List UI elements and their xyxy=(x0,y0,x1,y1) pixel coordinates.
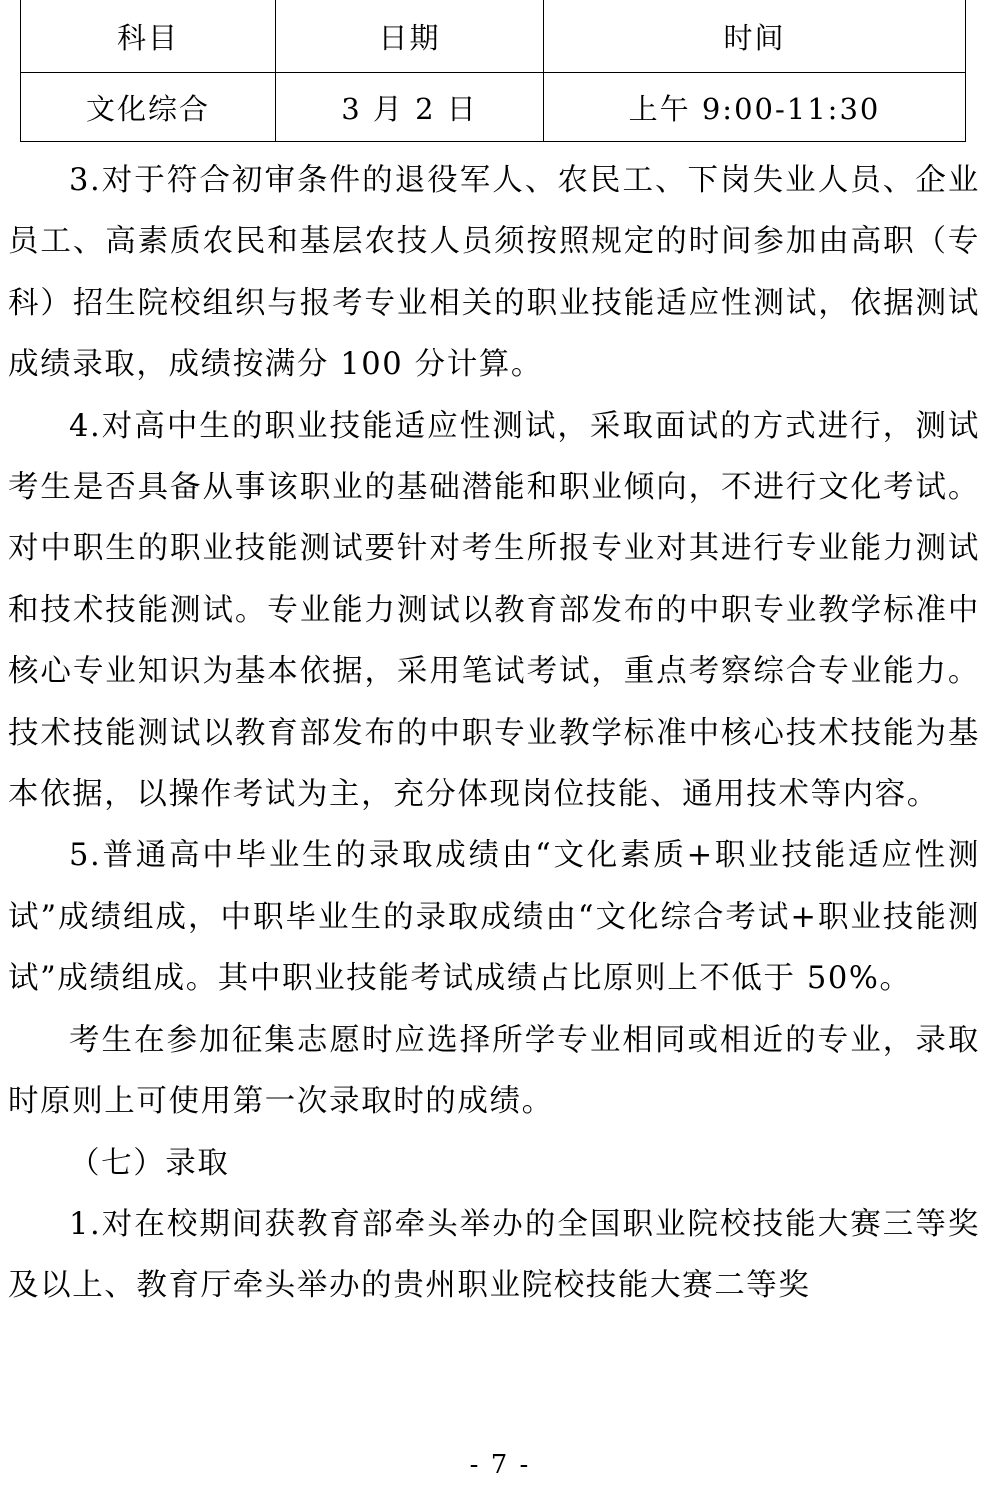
table-cell-date: 3 月 2 日 xyxy=(276,73,544,142)
page-number: - 7 - xyxy=(469,1450,531,1480)
body-text xyxy=(8,150,980,1317)
paragraph-item-3: 3.对于符合初审条件的退役军人、农民工、下岗失业人员、企业员工、高素质农民和基层农技人员须按照规定的时间参加由高职（专科）招生院校组织与报考专业相关的职业技能适应性测试，依据测试成绩录取，成绩按满分 100 分计算。 xyxy=(8,163,980,383)
table-header-date: 日期 xyxy=(276,0,544,73)
paragraph-admission-item-1: 1.对在校期间获教育部牵头举办的全国职业院校技能大赛三等奖及以上、教育厅牵头举办的贵州职业院校技能大赛二等奖 xyxy=(8,1206,980,1304)
exam-schedule-table xyxy=(20,0,966,142)
table-header-subject: 科目 xyxy=(21,0,276,73)
section-heading-admission: （七）录取 xyxy=(69,1145,230,1181)
table-cell-time: 上午 9:00-11:30 xyxy=(544,73,966,142)
table-header-row xyxy=(21,0,966,73)
table-header-time: 时间 xyxy=(544,0,966,73)
paragraph-volunteer-note: 考生在参加征集志愿时应选择所学专业相同或相近的专业，录取时原则上可使用第一次录取时的成绩。 xyxy=(8,1022,980,1120)
table-row xyxy=(21,73,966,142)
paragraph-item-4: 4.对高中生的职业技能适应性测试，采取面试的方式进行，测试考生是否具备从事该职业的基础潜能和职业倾向，不进行文化考试。对中职生的职业技能测试要针对考生所报专业对其进行专业能力测试和技术技能测试。专业能力测试以教育部发布的中职专业教学标准中核心专业知识为基本依据，采用笔试考试，重点考察综合专业能力。技术技能测试以教育部发布的中职专业教学标准中核心技术技能为基本依据，以操作考试为主，充分体现岗位技能、通用技术等内容。 xyxy=(8,408,980,813)
paragraph-item-5: 5.普通高中毕业生的录取成绩由“文化素质+职业技能适应性测试”成绩组成，中职毕业生的录取成绩由“文化综合考试+职业技能测试”成绩组成。其中职业技能考试成绩占比原则上不低于 50%。 xyxy=(8,838,980,997)
table-cell-subject: 文化综合 xyxy=(21,73,276,142)
